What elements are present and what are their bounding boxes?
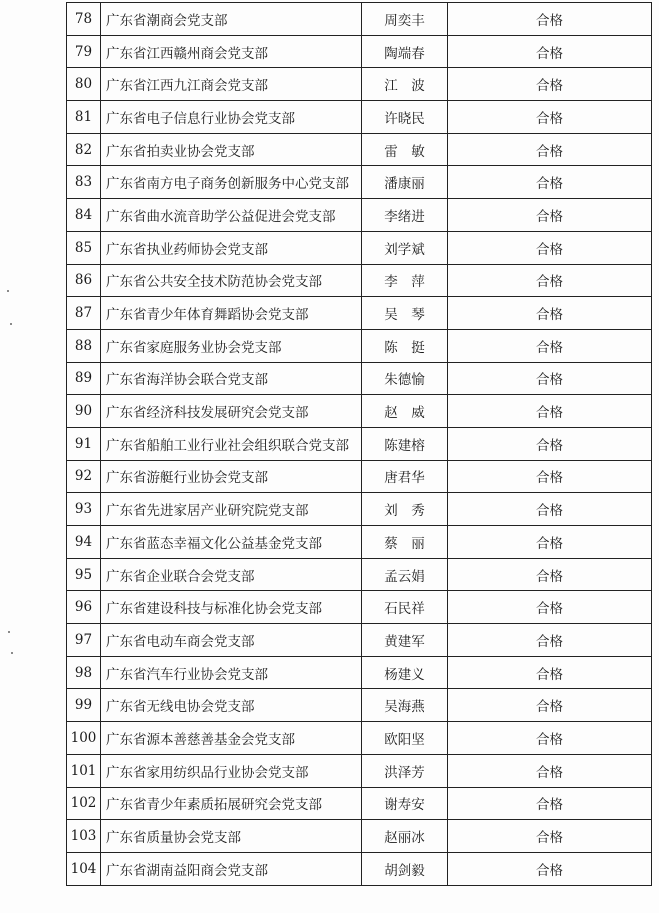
row-number-cell: 87 [67, 297, 101, 330]
organization-cell: 广东省公共安全技术防范协会党支部 [101, 264, 362, 297]
row-number-cell: 93 [67, 493, 101, 526]
secretary-name-cell: 杨建义 [362, 656, 448, 689]
result-cell: 合格 [448, 35, 652, 68]
secretary-name-cell: 陶端春 [362, 35, 448, 68]
secretary-name-cell: 石民祥 [362, 591, 448, 624]
result-cell: 合格 [448, 264, 652, 297]
table-row [67, 199, 652, 232]
secretary-name-cell: 吴海燕 [362, 689, 448, 722]
organization-cell: 广东省企业联合会党支部 [101, 558, 362, 591]
row-number-cell: 81 [67, 101, 101, 134]
row-number-cell: 86 [67, 264, 101, 297]
result-cell: 合格 [448, 820, 652, 853]
table-row [67, 787, 652, 820]
row-number-cell: 94 [67, 526, 101, 559]
row-number-cell: 100 [67, 722, 101, 755]
result-cell: 合格 [448, 591, 652, 624]
scan-speck [10, 323, 12, 325]
row-number-cell: 101 [67, 754, 101, 787]
row-number-cell: 99 [67, 689, 101, 722]
result-cell: 合格 [448, 427, 652, 460]
row-number-cell: 80 [67, 68, 101, 101]
table-row [67, 460, 652, 493]
organization-cell: 广东省家庭服务业协会党支部 [101, 329, 362, 362]
secretary-name-cell: 陈建榕 [362, 427, 448, 460]
row-number-cell: 96 [67, 591, 101, 624]
table-row [67, 526, 652, 559]
secretary-name-cell: 江 波 [362, 68, 448, 101]
row-number-cell: 89 [67, 362, 101, 395]
result-cell: 合格 [448, 787, 652, 820]
table-row [67, 427, 652, 460]
row-number-cell: 83 [67, 166, 101, 199]
secretary-name-cell: 黄建军 [362, 624, 448, 657]
organization-cell: 广东省船舶工业行业社会组织联合党支部 [101, 427, 362, 460]
row-number-cell: 104 [67, 852, 101, 885]
row-number-cell: 79 [67, 35, 101, 68]
secretary-name-cell: 谢寿安 [362, 787, 448, 820]
table-row [67, 852, 652, 885]
table-row [67, 101, 652, 134]
result-cell: 合格 [448, 3, 652, 36]
secretary-name-cell: 许晓民 [362, 101, 448, 134]
secretary-name-cell: 陈 挺 [362, 329, 448, 362]
result-cell: 合格 [448, 689, 652, 722]
organization-cell: 广东省质量协会党支部 [101, 820, 362, 853]
organization-cell: 广东省江西赣州商会党支部 [101, 35, 362, 68]
table-row [67, 656, 652, 689]
result-cell: 合格 [448, 166, 652, 199]
result-cell: 合格 [448, 68, 652, 101]
row-number-cell: 85 [67, 231, 101, 264]
organization-cell: 广东省无线电协会党支部 [101, 689, 362, 722]
row-number-cell: 95 [67, 558, 101, 591]
table-row [67, 329, 652, 362]
scan-speck [11, 652, 13, 654]
row-number-cell: 91 [67, 427, 101, 460]
organization-cell: 广东省执业药师协会党支部 [101, 231, 362, 264]
secretary-name-cell: 吴 琴 [362, 297, 448, 330]
scan-speck [8, 631, 10, 633]
roster-table [66, 2, 652, 886]
secretary-name-cell: 赵 威 [362, 395, 448, 428]
result-cell: 合格 [448, 297, 652, 330]
secretary-name-cell: 潘康丽 [362, 166, 448, 199]
table-row [67, 493, 652, 526]
table-row [67, 820, 652, 853]
organization-cell: 广东省青少年素质拓展研究会党支部 [101, 787, 362, 820]
secretary-name-cell: 朱德愉 [362, 362, 448, 395]
table-row [67, 3, 652, 36]
organization-cell: 广东省先进家居产业研究院党支部 [101, 493, 362, 526]
result-cell: 合格 [448, 199, 652, 232]
table-row [67, 624, 652, 657]
organization-cell: 广东省经济科技发展研究会党支部 [101, 395, 362, 428]
secretary-name-cell: 唐君华 [362, 460, 448, 493]
secretary-name-cell: 刘学斌 [362, 231, 448, 264]
result-cell: 合格 [448, 722, 652, 755]
secretary-name-cell: 李 萍 [362, 264, 448, 297]
organization-cell: 广东省家用纺织品行业协会党支部 [101, 754, 362, 787]
result-cell: 合格 [448, 656, 652, 689]
secretary-name-cell: 李绪进 [362, 199, 448, 232]
organization-cell: 广东省青少年体育舞蹈协会党支部 [101, 297, 362, 330]
secretary-name-cell: 刘 秀 [362, 493, 448, 526]
secretary-name-cell: 孟云娟 [362, 558, 448, 591]
result-cell: 合格 [448, 852, 652, 885]
table-row [67, 558, 652, 591]
table-row [67, 264, 652, 297]
result-cell: 合格 [448, 395, 652, 428]
organization-cell: 广东省拍卖业协会党支部 [101, 133, 362, 166]
result-cell: 合格 [448, 526, 652, 559]
row-number-cell: 82 [67, 133, 101, 166]
result-cell: 合格 [448, 754, 652, 787]
result-cell: 合格 [448, 231, 652, 264]
row-number-cell: 102 [67, 787, 101, 820]
organization-cell: 广东省曲水流音助学公益促进会党支部 [101, 199, 362, 232]
secretary-name-cell: 蔡 丽 [362, 526, 448, 559]
organization-cell: 广东省蓝态幸福文化公益基金党支部 [101, 526, 362, 559]
result-cell: 合格 [448, 558, 652, 591]
secretary-name-cell: 赵丽冰 [362, 820, 448, 853]
table-row [67, 362, 652, 395]
row-number-cell: 98 [67, 656, 101, 689]
organization-cell: 广东省电动车商会党支部 [101, 624, 362, 657]
row-number-cell: 78 [67, 3, 101, 36]
table-row [67, 395, 652, 428]
table-row [67, 591, 652, 624]
secretary-name-cell: 洪泽芳 [362, 754, 448, 787]
result-cell: 合格 [448, 493, 652, 526]
table-row [67, 68, 652, 101]
organization-cell: 广东省汽车行业协会党支部 [101, 656, 362, 689]
organization-cell: 广东省电子信息行业协会党支部 [101, 101, 362, 134]
organization-cell: 广东省源本善慈善基金会党支部 [101, 722, 362, 755]
row-number-cell: 92 [67, 460, 101, 493]
table-row [67, 689, 652, 722]
table-row [67, 754, 652, 787]
organization-cell: 广东省南方电子商务创新服务中心党支部 [101, 166, 362, 199]
table-row [67, 133, 652, 166]
secretary-name-cell: 周奕丰 [362, 3, 448, 36]
organization-cell: 广东省海洋协会联合党支部 [101, 362, 362, 395]
row-number-cell: 90 [67, 395, 101, 428]
row-number-cell: 84 [67, 199, 101, 232]
result-cell: 合格 [448, 329, 652, 362]
scan-speck [7, 290, 9, 292]
organization-cell: 广东省潮商会党支部 [101, 3, 362, 36]
row-number-cell: 103 [67, 820, 101, 853]
secretary-name-cell: 雷 敏 [362, 133, 448, 166]
table-row [67, 297, 652, 330]
table-row [67, 722, 652, 755]
organization-cell: 广东省湖南益阳商会党支部 [101, 852, 362, 885]
row-number-cell: 88 [67, 329, 101, 362]
table-row [67, 35, 652, 68]
result-cell: 合格 [448, 362, 652, 395]
roster-table-body [67, 3, 652, 886]
result-cell: 合格 [448, 133, 652, 166]
table-row [67, 166, 652, 199]
secretary-name-cell: 胡剑毅 [362, 852, 448, 885]
table-row [67, 231, 652, 264]
result-cell: 合格 [448, 460, 652, 493]
result-cell: 合格 [448, 624, 652, 657]
secretary-name-cell: 欧阳坚 [362, 722, 448, 755]
organization-cell: 广东省游艇行业协会党支部 [101, 460, 362, 493]
result-cell: 合格 [448, 101, 652, 134]
organization-cell: 广东省江西九江商会党支部 [101, 68, 362, 101]
row-number-cell: 97 [67, 624, 101, 657]
organization-cell: 广东省建设科技与标准化协会党支部 [101, 591, 362, 624]
